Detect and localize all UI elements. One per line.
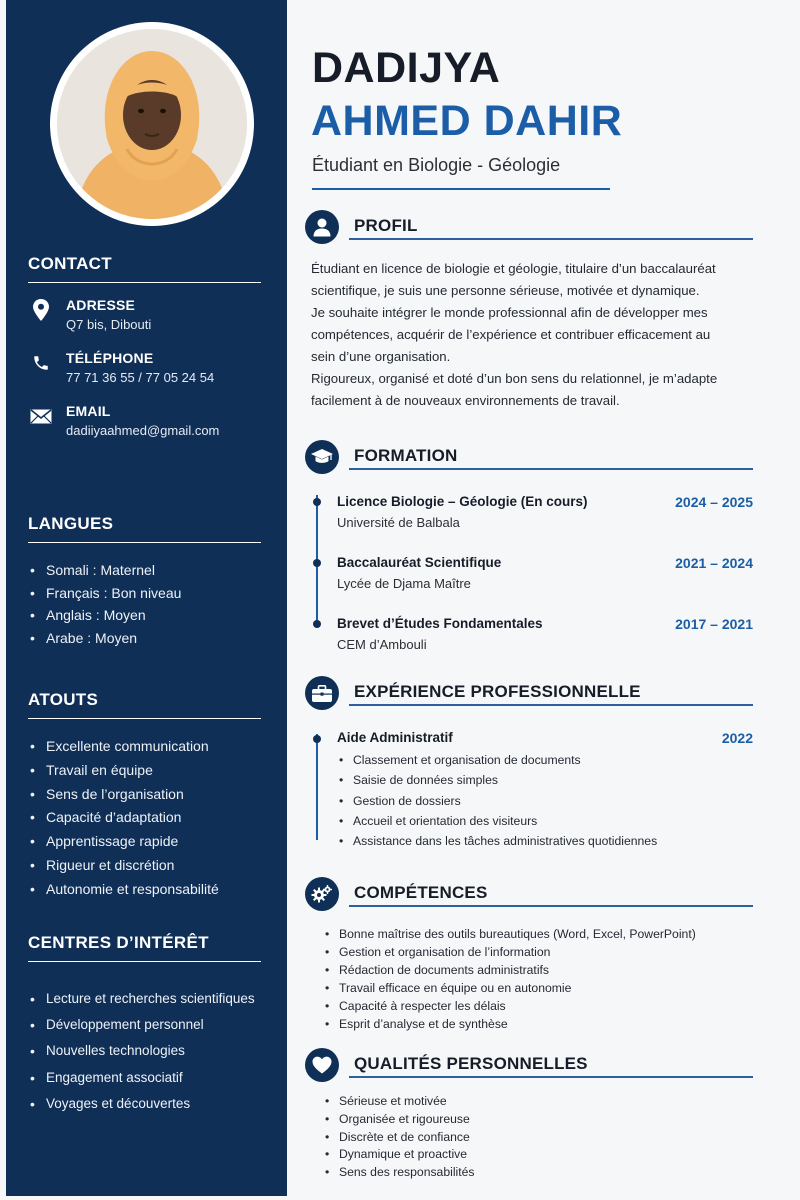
education-years: 2021 – 2024 — [675, 555, 753, 571]
strength-item: • Travail en équipe — [28, 759, 261, 783]
timeline-dot — [313, 620, 321, 628]
interest-item: • Voyages et découvertes — [28, 1091, 261, 1117]
education-item — [337, 555, 753, 591]
section-divider — [349, 1076, 753, 1078]
quality-item: • Discrète et de confiance — [323, 1129, 475, 1147]
language-item: • Arabe : Moyen — [28, 627, 261, 650]
contact-phone — [28, 350, 261, 385]
education-item — [337, 494, 753, 530]
profile-text — [311, 258, 756, 412]
job-task: • Saisie de données simples — [337, 770, 657, 790]
school: Université de Balbala — [337, 515, 460, 530]
language-item: • Français : Bon niveau — [28, 582, 261, 605]
experience-section-header — [305, 676, 753, 712]
email-value[interactable]: dadiiyaahmed@gmail.com — [66, 423, 220, 438]
contact-title: CONTACT — [28, 254, 261, 283]
degree: Licence Biologie – Géologie (En cours) — [337, 494, 588, 509]
profile-line: compétences, acquérir de l’expérience et contribuer efficacement au — [311, 327, 711, 342]
contact-address — [28, 297, 261, 332]
user-icon — [305, 210, 339, 244]
skill-item: • Gestion et organisation de l’information — [323, 943, 696, 961]
school: CEM d’Ambouli — [337, 637, 427, 652]
envelope-icon — [30, 405, 52, 427]
profile-line: scientifique, je suis une personne sérieuse, motivée et dynamique. — [311, 283, 700, 298]
phone-label: TÉLÉPHONE — [66, 350, 154, 366]
qualities-section-header — [305, 1048, 753, 1084]
strengths-title: ATOUTS — [28, 690, 261, 719]
portrait-illustration — [57, 29, 247, 219]
skill-item: • Travail efficace en équipe ou en autonomie — [323, 979, 696, 997]
strength-item: • Autonomie et responsabilité — [28, 878, 261, 902]
profile-line: facilement à de nouveaux environnements de travail. — [311, 393, 620, 408]
sidebar — [6, 0, 287, 1196]
education-item — [337, 616, 753, 652]
skill-item: • Rédaction de documents administratifs — [323, 961, 696, 979]
phone-icon — [30, 352, 52, 374]
address-value: Q7 bis, Dibouti — [66, 317, 152, 332]
degree: Brevet d’Études Fondamentales — [337, 616, 543, 631]
languages-section — [28, 514, 261, 649]
interest-item: • Développement personnel — [28, 1012, 261, 1038]
skill-item: • Esprit d’analyse et de synthèse — [323, 1015, 696, 1033]
job-title: Aide Administratif — [337, 730, 453, 745]
job-task: • Gestion de dossiers — [337, 791, 657, 811]
skills-list — [323, 925, 696, 1034]
section-divider — [349, 468, 753, 470]
interest-item: • Nouvelles technologies — [28, 1038, 261, 1064]
job-task: • Accueil et orientation des visiteurs — [337, 811, 657, 831]
header-divider — [312, 188, 610, 190]
phone-value: 77 71 36 55 / 77 05 24 54 — [66, 370, 215, 385]
strengths-section — [28, 690, 261, 902]
strength-item: • Apprentissage rapide — [28, 830, 261, 854]
location-pin-icon — [30, 299, 52, 321]
section-divider — [349, 238, 753, 240]
profile-line: Étudiant en licence de biologie et géologie, titulaire d’un baccalauréat — [311, 261, 716, 276]
contact-section — [28, 254, 261, 456]
education-title: FORMATION — [354, 446, 458, 465]
education-years: 2024 – 2025 — [675, 494, 753, 510]
profile-photo — [50, 22, 254, 226]
timeline-dot — [313, 735, 321, 743]
education-years: 2017 – 2021 — [675, 616, 753, 632]
gears-icon — [305, 877, 339, 911]
qualities-title: QUALITÉS PERSONNELLES — [354, 1054, 588, 1073]
quality-item: • Sérieuse et motivée — [323, 1093, 475, 1111]
profile-line: sein d’une organisation. — [311, 349, 451, 364]
job-task: • Classement et organisation de documents — [337, 750, 657, 770]
first-name: DADIJYA — [312, 44, 501, 92]
job-task-list — [337, 750, 657, 851]
interests-title: CENTRES D’INTÉRÊT — [28, 933, 261, 962]
experience-timeline — [316, 734, 318, 840]
job-task: • Assistance dans les tâches administratives quotidiennes — [337, 831, 657, 851]
profile-title: PROFIL — [354, 216, 418, 235]
education-section-header — [305, 440, 753, 476]
quality-item: • Organisée et rigoureuse — [323, 1111, 475, 1129]
contact-email — [28, 403, 261, 438]
profile-line: Je souhaite intégrer le monde professionnal afin de développer mes — [311, 305, 708, 320]
quality-item: • Dynamique et proactive — [323, 1146, 475, 1164]
strength-item: • Excellente communication — [28, 735, 261, 759]
interest-item: • Lecture et recherches scientifiques — [28, 986, 261, 1012]
job-subtitle: Étudiant en Biologie - Géologie — [312, 155, 561, 175]
profile-section-header — [305, 210, 753, 246]
qualities-list — [323, 1093, 475, 1182]
section-divider — [349, 704, 753, 706]
graduation-cap-icon — [305, 440, 339, 474]
skill-item: • Bonne maîtrise des outils bureautiques (Word, Excel, PowerPoint) — [323, 925, 696, 943]
interest-item: • Engagement associatif — [28, 1065, 261, 1091]
degree: Baccalauréat Scientifique — [337, 555, 502, 570]
language-item: • Anglais : Moyen — [28, 604, 261, 627]
profile-line: Rigoureux, organisé et doté d’un bon sens du relationnel, je m’adapte — [311, 371, 718, 386]
strength-item: • Rigueur et discrétion — [28, 854, 261, 878]
languages-title: LANGUES — [28, 514, 261, 543]
strength-item: • Sens de l’organisation — [28, 783, 261, 807]
briefcase-icon — [305, 676, 339, 710]
skill-item: • Capacité à respecter les délais — [323, 997, 696, 1015]
quality-item: • Sens des responsabilités — [323, 1164, 475, 1182]
skills-title: COMPÉTENCES — [354, 883, 488, 902]
heart-icon — [305, 1048, 339, 1082]
experience-title: EXPÉRIENCE PROFESSIONNELLE — [354, 682, 641, 701]
last-name: AHMED DAHIR — [311, 97, 623, 145]
skills-section-header — [305, 877, 753, 913]
job-year: 2022 — [721, 730, 753, 746]
timeline-dot — [313, 498, 321, 506]
section-divider — [349, 905, 753, 907]
timeline-dot — [313, 559, 321, 567]
address-label: ADRESSE — [66, 297, 136, 313]
interests-section — [28, 933, 261, 1117]
email-label: EMAIL — [66, 403, 111, 419]
school: Lycée de Djama Maître — [337, 576, 471, 591]
language-item: • Somali : Maternel — [28, 559, 261, 582]
strength-item: • Capacité d’adaptation — [28, 806, 261, 830]
